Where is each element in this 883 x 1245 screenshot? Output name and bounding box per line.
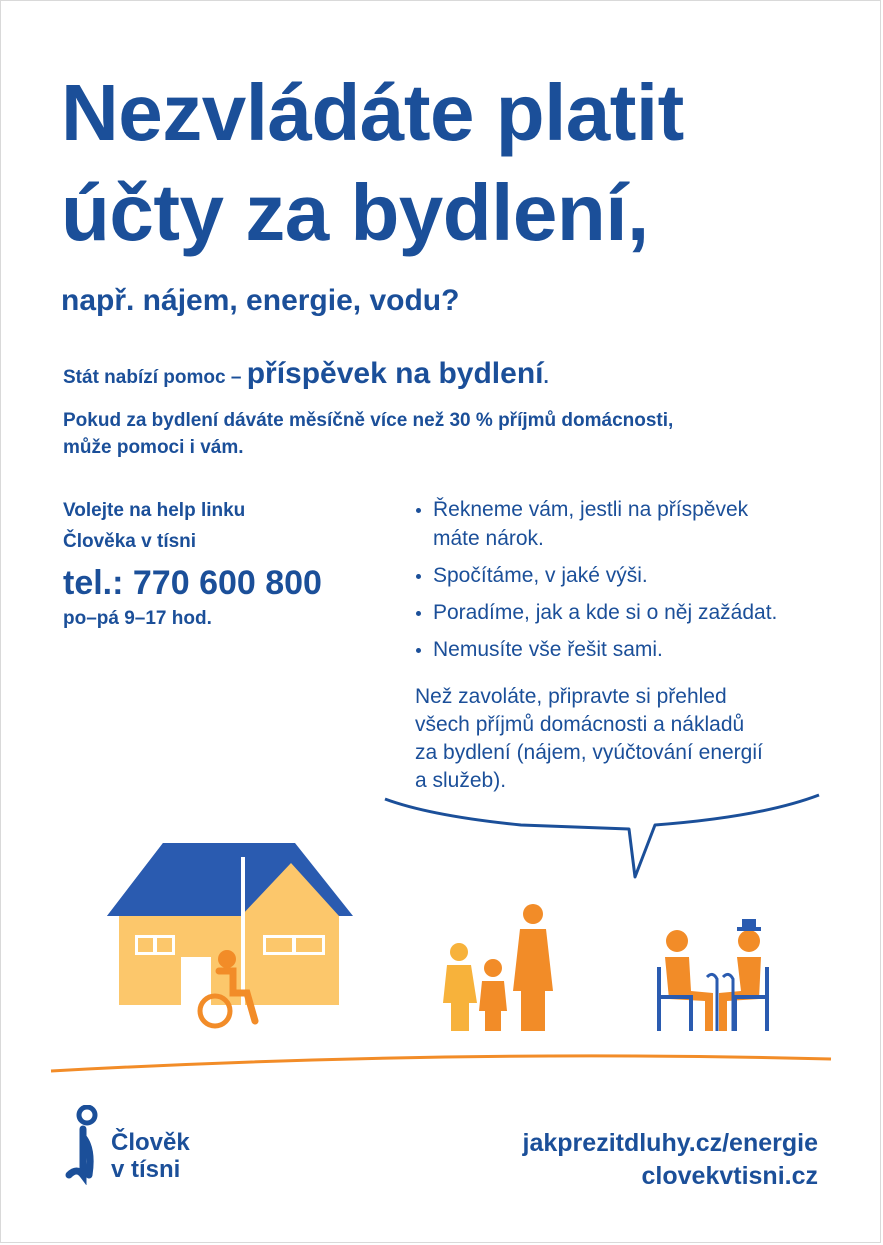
list-item-text: máte nárok.: [433, 527, 544, 550]
offer-prefix: Stát nabízí pomoc –: [63, 367, 242, 388]
illustration: [1, 781, 881, 1081]
ground-line: [51, 1056, 831, 1071]
link-clovekvtisni[interactable]: clovekvtisni.cz: [641, 1162, 818, 1190]
list-item: [413, 495, 777, 553]
helpline-hours: po–pá 9–17 hod.: [63, 608, 212, 629]
website-links: [523, 1127, 818, 1193]
clovek-v-tisni-logo-icon: [63, 1105, 107, 1185]
offer-line: [63, 357, 549, 391]
eligibility-line-1: Pokud za bydlení dáváte měsíčně více než 30 % příjmů domácnosti,: [63, 410, 674, 431]
helpline-phone[interactable]: tel.: 770 600 800: [63, 564, 322, 602]
headline-line-2: účty za bydlení,: [61, 168, 649, 257]
subheadline: např. nájem, energie, vodu?: [61, 284, 460, 317]
helpline-label-1: Volejte na help linku: [63, 500, 246, 521]
list-item-text: Poradíme, jak a kde si o něj zažádat.: [433, 601, 778, 624]
list-item-text: Nemusíte vše řešit sami.: [433, 638, 663, 661]
list-item: [413, 635, 777, 664]
link-energie[interactable]: jakprezitdluhy.cz/energie: [522, 1129, 818, 1157]
list-item: [413, 561, 777, 590]
offer-suffix: .: [543, 367, 549, 388]
family-icon: [443, 904, 553, 1031]
headline: [61, 63, 684, 263]
note-line: všech příjmů domácnosti a nákladů: [415, 713, 745, 736]
logo-line-1: Člověk: [111, 1129, 190, 1156]
helpline-label-2: Člověka v tísni: [63, 531, 197, 552]
list-item-text: Spočítáme, v jaké výši.: [433, 564, 648, 587]
seniors-icon: [659, 919, 767, 1031]
list-item: [413, 598, 777, 627]
list-item-text: Řekneme vám, jestli na příspěvek: [433, 498, 749, 521]
speech-bubble-line: [385, 795, 819, 877]
organization-logo-text: [111, 1129, 190, 1183]
note-line: za bydlení (nájem, vyúčtování energií: [415, 741, 763, 764]
eligibility-text: [63, 407, 823, 461]
preparation-note: [415, 683, 763, 795]
eligibility-line-2: může pomoci i vám.: [63, 437, 244, 458]
offer-highlight: příspěvek na bydlení: [246, 357, 544, 390]
helpline-block: [63, 495, 322, 631]
note-line: a služeb).: [415, 769, 507, 792]
headline-line-1: Nezvládáte platit: [61, 68, 684, 157]
note-line: Než zavoláte, připravte si přehled: [415, 685, 727, 708]
logo-line-2: v tísni: [111, 1156, 181, 1183]
services-list: [413, 495, 777, 672]
